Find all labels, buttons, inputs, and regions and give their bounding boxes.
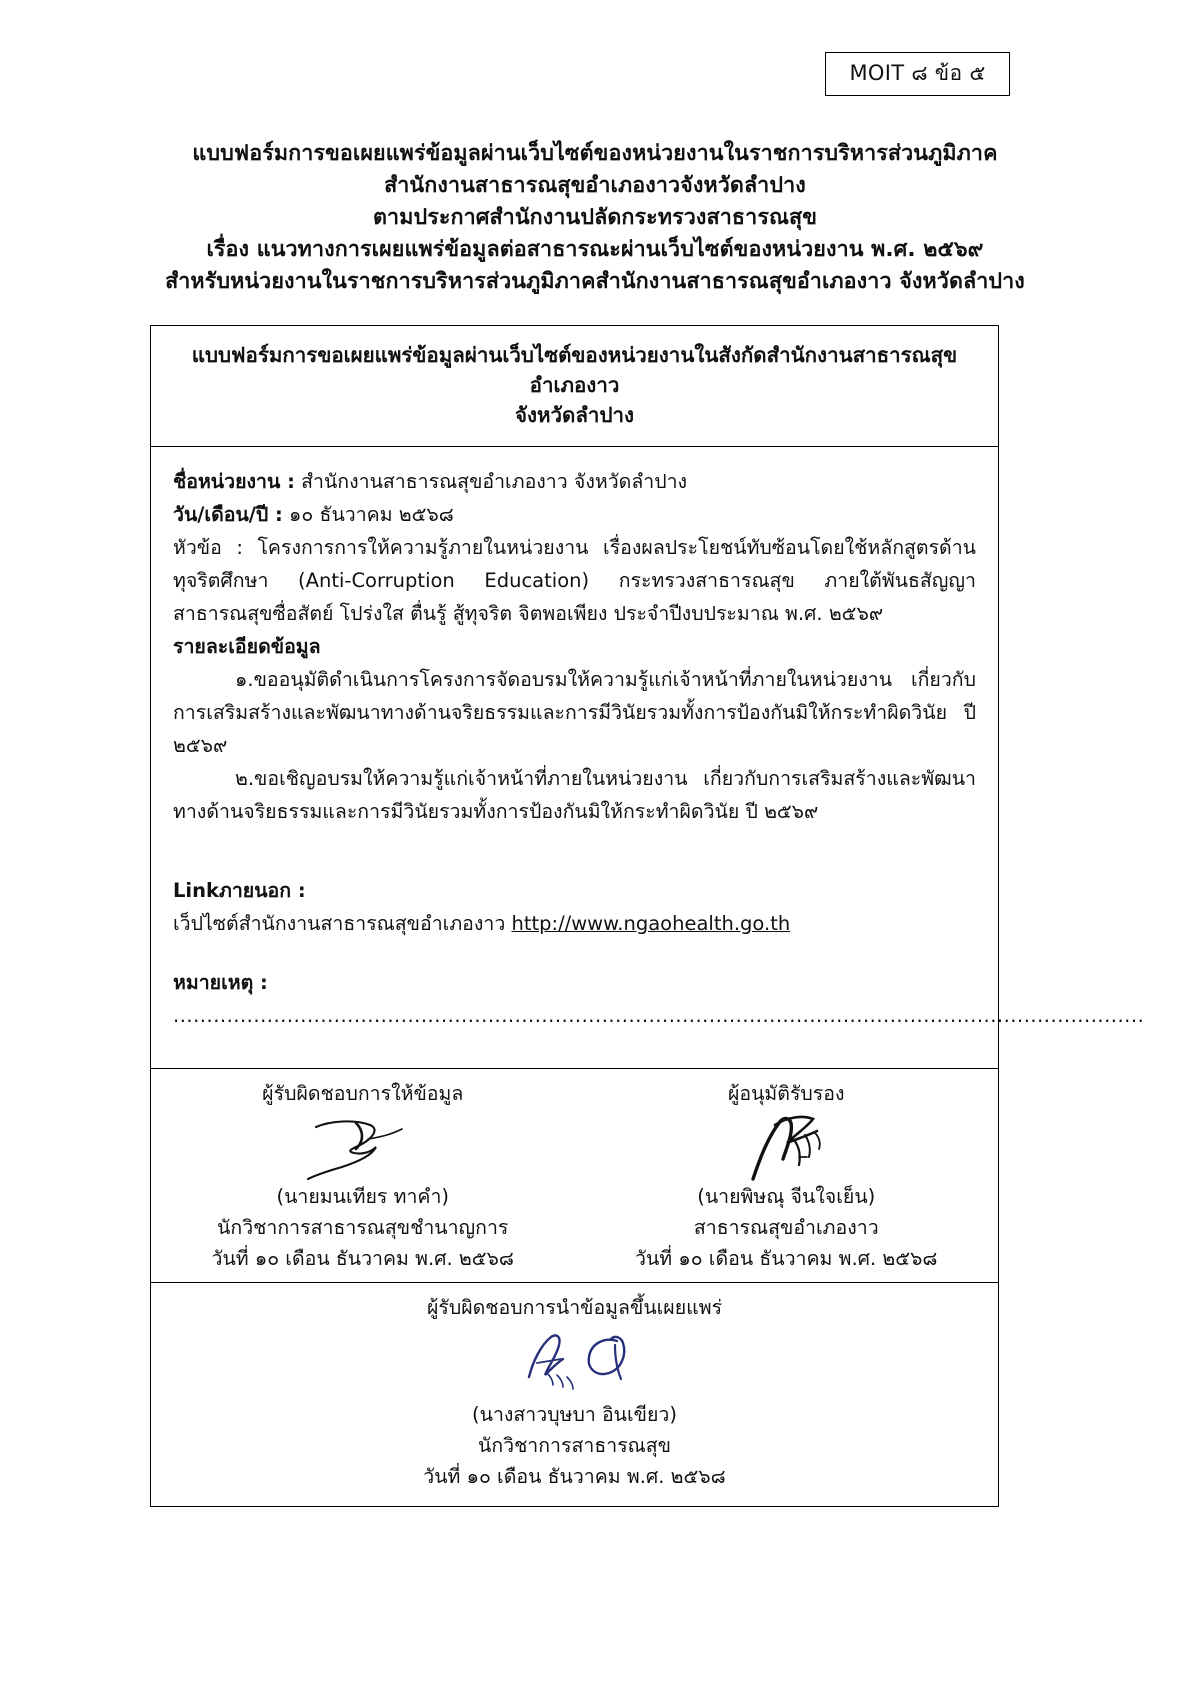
title-line-3: ตามประกาศสำนักงานปลัดกระทรวงสาธารณสุข	[372, 205, 818, 230]
signature-publisher-icon	[465, 1323, 685, 1399]
field-date-value: ๑๐ ธันวาคม ๒๕๖๘	[282, 503, 454, 526]
form-table-header	[151, 326, 998, 447]
field-organization-value: สำนักงานสาธารณสุขอำเภองาว จังหวัดลำปาง	[294, 470, 688, 493]
signature-right-name: (นายพิษณุ จีนใจเย็น)	[697, 1184, 876, 1208]
publisher-role: ผู้รับผิดชอบการนำข้อมูลขึ้นเผยแพร่	[426, 1295, 723, 1319]
signature-left-position: นักวิชาการสาธารณสุขชำนาญการ	[217, 1215, 509, 1239]
external-link-prefix: เว็ปไซต์สำนักงานสาธารณสุขอำเภองาว	[173, 912, 512, 935]
field-organization-label: ชื่อหน่วยงาน :	[173, 470, 295, 493]
title-line-4: เรื่อง แนวทางการเผยแพร่ข้อมูลต่อสาธารณะผ่านเว็บไซต์ของหน่วยงาน พ.ศ. ๒๕๖๙	[206, 237, 984, 262]
signature-left-icon	[268, 1109, 458, 1181]
details-section-label: รายละเอียดข้อมูล	[173, 635, 321, 658]
moit-code-box-wrapper	[825, 52, 1010, 96]
signature-right-icon	[691, 1109, 881, 1181]
form-body	[151, 447, 1145, 1069]
signature-right-role: ผู้อนุมัติรับรอง	[727, 1081, 845, 1105]
signature-right-date: วันที่ ๑๐ เดือน ธันวาคม พ.ศ. ๒๕๖๘	[635, 1246, 938, 1270]
publisher-signature-row	[151, 1283, 998, 1506]
note-dots: .................................................................................................................................................	[173, 1004, 1145, 1027]
moit-code-box: MOIT ๘ ข้อ ๕	[825, 52, 1010, 96]
signature-left-date: วันที่ ๑๐ เดือน ธันวาคม พ.ศ. ๒๕๖๘	[211, 1246, 514, 1270]
note-label: หมายเหตุ :	[173, 971, 268, 994]
note-line	[173, 966, 1145, 1032]
publisher-name: (นางสาวบุษบา อินเขียว)	[472, 1402, 677, 1426]
detail-item-1: ๑.ขออนุมัติดำเนินการโครงการจัดอบรมให้ความรู้แก่เจ้าหน้าที่ภายในหน่วยงาน เกี่ยวกับการเสริมสร้างและพัฒนาทางด้านจริยธรรมและการมีวินัยรวมทั้งการป้องกันมิให้กระทำผิดวินัย ปี ๒๕๖๙	[173, 668, 976, 757]
field-topic-value: โครงการการให้ความรู้ภายในหน่วยงาน เรื่องผลประโยชน์ทับซ้อนโดยใช้หลักสูตรด้านทุจริตศึกษา (Anti-Corruption Education) กระทรวงสาธารณสุข ภายใต้พันธสัญญาสาธารณสุขซื่อสัตย์ โปร่งใส ตื่นรู้ สู้ทุจริต จิตพอเพียง ประจำปีงบประมาณ พ.ศ. ๒๕๖๙	[173, 536, 976, 625]
title-line-1: แบบฟอร์มการขอเผยแพร่ข้อมูลผ่านเว็บไซต์ของหน่วยงานในราชการบริหารส่วนภูมิภาค	[192, 141, 998, 166]
signature-right-ink-area	[581, 1109, 993, 1181]
spacer	[173, 828, 976, 874]
publisher-date: วันที่ ๑๐ เดือน ธันวาคม พ.ศ. ๒๕๖๘	[423, 1464, 726, 1488]
field-date-label: วัน/เดือน/ปี :	[173, 503, 283, 526]
field-organization	[173, 465, 976, 498]
title-line-5: สำหรับหน่วยงานในราชการบริหารส่วนภูมิภาคสำนักงานสาธารณสุขอำเภองาว จังหวัดลำปาง	[165, 269, 1025, 294]
form-header-line-1: แบบฟอร์มการขอเผยแพร่ข้อมูลผ่านเว็บไซต์ของหน่วยงานในสังกัดสำนักงานสาธารณสุขอำเภองาว	[191, 343, 958, 397]
external-link-label: Linkภายนอก :	[173, 879, 306, 902]
signature-left-name: (นายมนเทียร ทาคำ)	[276, 1184, 450, 1208]
form-header-line-2: จังหวัดลำปาง	[515, 403, 634, 427]
signature-left-ink-area	[157, 1109, 569, 1181]
document-title-block	[0, 138, 1190, 298]
signature-right-position: สาธารณสุขอำเภองาว	[693, 1215, 879, 1239]
field-date	[173, 498, 976, 531]
publisher-ink-area	[157, 1323, 992, 1399]
signature-row	[151, 1069, 998, 1283]
signature-cell-right	[575, 1069, 999, 1282]
field-topic-label: หัวข้อ :	[173, 536, 243, 559]
signature-left-role: ผู้รับผิดชอบการให้ข้อมูล	[262, 1081, 464, 1105]
title-line-2: สำนักงานสาธารณสุขอำเภองาวจังหวัดลำปาง	[384, 173, 806, 198]
external-link-line	[173, 907, 976, 940]
signature-cell-left	[151, 1069, 575, 1282]
form-table	[150, 325, 1145, 1507]
field-topic	[173, 531, 976, 630]
detail-item-2: ๒.ขอเชิญอบรมให้ความรู้แก่เจ้าหน้าที่ภายในหน่วยงาน เกี่ยวกับการเสริมสร้างและพัฒนาทางด้านจริยธรรมและการมีวินัยรวมทั้งการป้องกันมิให้กระทำผิดวินัย ปี ๒๕๖๙	[173, 767, 976, 823]
publisher-position: นักวิชาการสาธารณสุข	[477, 1433, 671, 1457]
external-link-url[interactable]: http://www.ngaohealth.go.th	[511, 912, 791, 935]
